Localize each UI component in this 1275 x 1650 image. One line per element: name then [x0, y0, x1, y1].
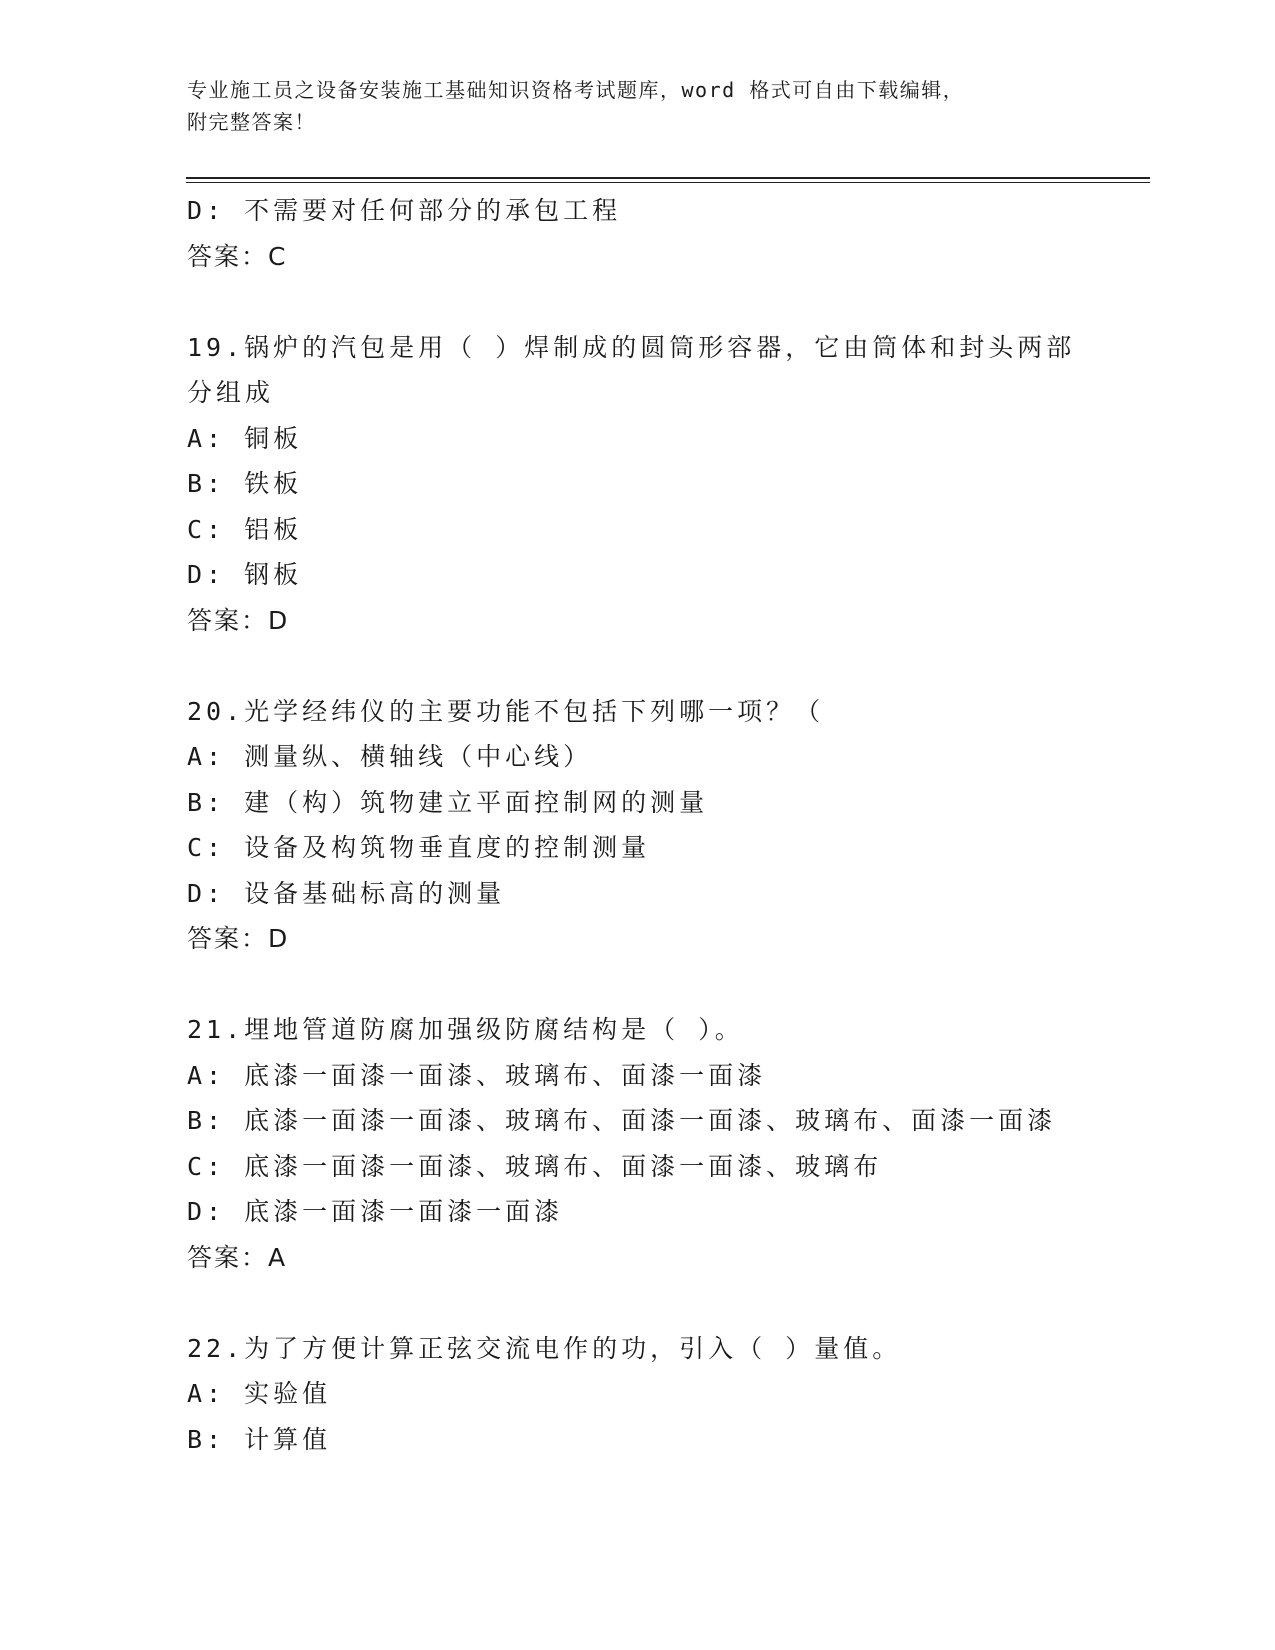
- option-d: D: 钢板: [187, 560, 303, 589]
- question-21: [187, 1007, 1147, 1280]
- partial-option-d: D: 不需要对任何部分的承包工程: [187, 196, 622, 225]
- question-22: [187, 1326, 1147, 1463]
- question-stem: 19.锅炉的汽包是用（ ）焊制成的圆筒形容器，它由筒体和封头两部: [187, 332, 1076, 362]
- question-20: [187, 689, 1147, 962]
- option-c: C: 设备及构筑物垂直度的控制测量: [187, 833, 651, 862]
- document-header: [187, 74, 1087, 138]
- option-a: A: 底漆一面漆一面漆、玻璃布、面漆一面漆: [187, 1060, 767, 1090]
- option-b: B: 铁板: [187, 469, 303, 498]
- option-c: C: 铝板: [187, 514, 303, 544]
- answer-line: 答案：D: [187, 605, 290, 635]
- option-a: A: 铜板: [187, 423, 303, 453]
- option-b: B: 计算值: [187, 1424, 332, 1454]
- question-stem: 21.埋地管道防腐加强级防腐结构是（ ）。: [187, 1015, 744, 1044]
- header-line-2: 附完整答案！: [187, 110, 316, 134]
- answer-line: 答案：D: [187, 924, 290, 953]
- header-divider-thin: [186, 182, 1150, 183]
- spacer: [187, 643, 1147, 689]
- option-a: A: 测量纵、横轴线（中心线）: [187, 742, 593, 771]
- header-divider-thick: [186, 177, 1150, 179]
- spacer: [187, 1280, 1147, 1326]
- option-d: D: 设备基础标高的测量: [187, 878, 506, 908]
- header-line-1: 专业施工员之设备安装施工基础知识资格考试题库，word 格式可自由下载编辑，: [187, 78, 965, 102]
- spacer: [187, 279, 1147, 325]
- question-stem: 20.光学经纬仪的主要功能不包括下列哪一项？（: [187, 696, 825, 726]
- question-stem: 22.为了方便计算正弦交流电作的功，引入（ ）量值。: [187, 1333, 902, 1363]
- answer-line: 答案：A: [187, 1242, 288, 1272]
- spacer: [187, 962, 1147, 1008]
- option-a: A: 实验值: [187, 1379, 332, 1408]
- option-c: C: 底漆一面漆一面漆、玻璃布、面漆一面漆、玻璃布: [187, 1151, 883, 1181]
- option-d: D: 底漆一面漆一面漆一面漆: [187, 1197, 564, 1226]
- question-stem-continued: 分组成: [187, 378, 275, 407]
- option-b: B: 底漆一面漆一面漆、玻璃布、面漆一面漆、玻璃布、面漆一面漆: [187, 1106, 1057, 1135]
- partial-answer: 答案：C: [187, 241, 288, 271]
- question-19: [187, 325, 1147, 644]
- option-b: B: 建（构）筑物建立平面控制网的测量: [187, 787, 709, 817]
- question-list: [187, 188, 1147, 1462]
